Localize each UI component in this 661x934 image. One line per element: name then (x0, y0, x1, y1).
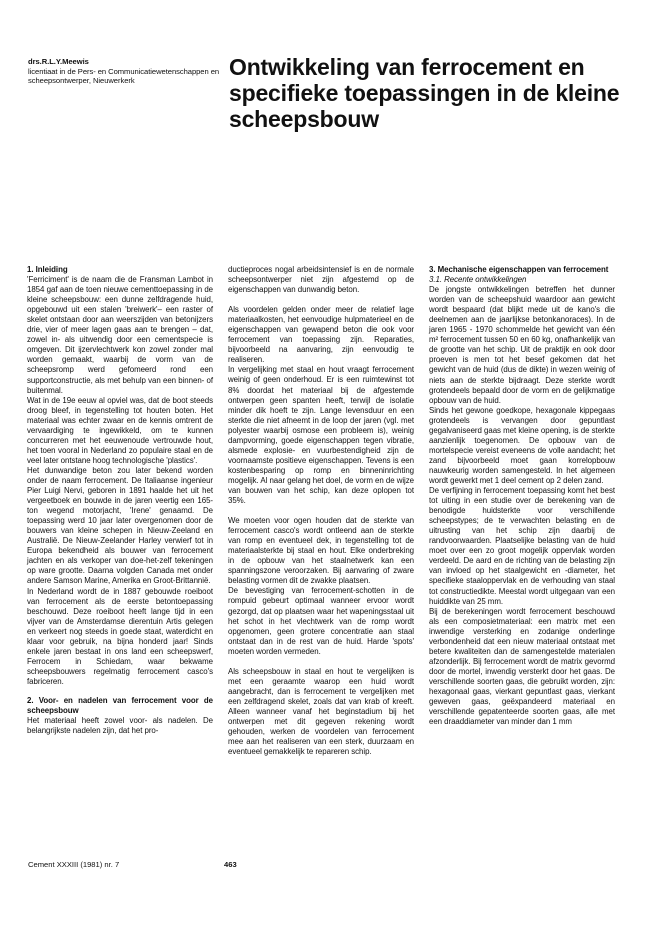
sub-heading-recente-ontwikkelingen: 3.1. Recente ontwikkelingen (429, 275, 527, 285)
paragraph: De jongste ontwikkelingen betreffen het dunner worden van de scheepshuid waardoor aan gewicht wordt bespaard (dat blijkt mede uit de kano's die deelnemen aan de jaarlijkse betonkanoraces). In de jaren 1965 - 1970 schommelde het gewicht van één m² ferrocement tussen 50 en 60 kg, onafhankelijk van de grootte van het schip. Uit de praktijk en ook door proeven is men tot het besef gekomen dat het gewicht van de huid (dus de dikte) in wezen weinig of niets aan de sterkte bijdraagt. Deze sterkte wordt grotendeels bepaald door de vorm en de gelijkmatige opbouw van de huid. (429, 285, 615, 405)
paragraph: De verfijning in ferrocement toepassing komt het best tot uiting in een studie over de berekening van de benodigde huidsterkte voor verschillende scheepstypes; de te verwachten belasting en de uitrusting van het schip zijn daarbij de randvoorwaarden. Plaatselijke belasting van de huid moet over een zo groot mogelijk oppervlak worden verdeeld. De aard en de richting van de belasting zijn van invloed op het staalgewicht en -diameter, het specifieke staaloppervlak en de verhouding van staal tot constructiedikte. Meestal wordt uitgegaan van een huiddikte van 25 mm. (429, 486, 615, 606)
section-heading-mechanische-eigenschappen: 3. Mechanische eigenschappen van ferrocement (429, 265, 609, 274)
paragraph: In Nederland wordt de in 1887 gebouwde roeiboot van ferrocement als de eerste betontoepassing beschouwd. Deze roeiboot heeft lange tijd in een vijver van de Amsterdamse dierentuin Artis gelegen en verkeert nog steeds in goede staat, waterdicht en klaar voor gebruik, na bijna honderd jaar! Sinds enkele jaren bestaat in ons land een scheepswerf, Ferrocem in Schiedam, waar bekwame scheepsbouwers regelmatig ferrocement casco's fabriceren. (27, 586, 213, 686)
page-number: 463 (224, 860, 237, 869)
paragraph: ductieproces nogal arbeidsintensief is en de normale scheepsontwerper niet zijn afgestemd op de eigenschappen van dunwandig beton. (228, 265, 414, 295)
paragraph: Als scheepsbouw in staal en hout te vergelijken is met een geraamte waarop een huid wordt aangebracht, dan is ferrocement te vergelijken met een zelfdragend skelet, zoals dat van krab of kreeft. Alleen wanneer vanaf het beginstadium bij het ontwerpen met dit gegeven rekening wordt gehouden, werken de voordelen van ferrocement mee aan het realiseren van een sterk, duurzaam en eventueel gemakkelijk te repareren schip. (228, 666, 414, 757)
paragraph: Het dunwandige beton zou later bekend worden onder de naam ferrocement. De Italiaanse ingenieur Pier Luigi Nervi, geboren in 1891 haalde het uit het vergeetboek en bouwde in de jaren veertig een 165-ton wegend motorjacht, 'Irene' genaamd. De toepassing werd 10 jaar later overgenomen door de bouwers van kleine schepen in Nieuw-Zeeland en Australië. De Nieuw-Zeelander Harley verwierf tot in Europa bekendheid als bouwer van ferrocement jachten en als verkoper van doe-het-zelf tekeningen op ware grootte. Daarna volgden Canada met onder andere Samson Marine, Amerika en Groot-Brittannië. (27, 465, 213, 586)
paragraph: Bij de berekeningen wordt ferrocement beschouwd als een composietmateriaal: een matrix met een inwendige versterking en zodanige onderlinge verbondenheid dat een nieuw materiaal ontstaat met betere kwaliteiten dan de samengestelde materialen afzonderlijk. Bij ferrocement wordt de matrix gevormd door de mortel, inwendig versterkt door het gaas. De verschillende soorten gaas, die gebruikt worden, zijn: hexagonaal gaas, vierkant gepuntlast gaas, vierkant geweven gaas, geëxpandeerd materiaal en verschillende gepatenteerde soorten gaas, alle met een draaddiameter van minder dan 1 mm (429, 606, 615, 727)
article-title: Ontwikkeling van ferrocement en specifieke toepassingen in de kleine scheepsbouw (229, 54, 620, 132)
paragraph: De bevestiging van ferrocement-schotten in de rompuid gebeurt optimaal wanneer ervoor wordt gezorgd, dat op plaatsen waar het wapeningsstaal uit het schot in het vlechtwerk van de romp wordt opgenomen, geen grotere concentratie aan staal ontstaat dan in de rest van de huid. Harde 'spots' moeten worden vermeden. (228, 586, 414, 656)
column-3 (429, 265, 615, 727)
paragraph: Sinds het gewone goedkope, hexagonale kippegaas grotendeels is vervangen door gepuntlast gegalvaniseerd gaas met kleine opening, is de sterkte aanzienlijk toegenomen. De opbouw van de mortelspecie vereist eveneens de volle aandacht; het zand bijvoorbeeld moet gaan korrelopbouw nauwkeurig worden samengesteld. In het algemeen wordt gewerkt met 1 deel cement op 2 delen zand. (429, 405, 615, 485)
paragraph: Wat in de 19e eeuw al opviel was, dat de boot steeds droog bleef, in tegenstelling tot houten boten. Het materiaal was echter zwaar en de kennis omtrent de vervaardiging te ingewikkeld, om te kunnen concurreren met het eeuwenoude vertrouwde hout, het toen vooral in Nederland zo populaire staal en de veel later ontstane hoog technologische 'plastics'. (27, 395, 213, 465)
paragraph: Het materiaal heeft zowel voor- als nadelen. De belangrijkste nadelen zijn, dat het pro- (27, 716, 213, 736)
paragraph: 'Ferriciment' is de naam die de Fransman Lambot in 1854 gaf aan de toen nieuwe cementtoepassing in de kleine scheepsbouw: een dunne zelfdragende huid, opgebouwd uit een stalen 'breiwerk'– een raster of skelet ontstaan door aan weerszijden van betonijzers drie, vier of meer lagen gaas aan te brengen – dat, zowel in- als uitwendig door een cementspecie is omgeven. Dit ijzervlechtwerk kon zowel zonder mal worden gemaakt, waarbij de vorm van de scheepsromp werd gefomeerd rond een supportconstructie, als met behulp van een binnen- of buitenmal. (27, 275, 213, 395)
author-block (28, 57, 223, 86)
column-2 (228, 265, 414, 757)
paragraph: Als voordelen gelden onder meer de relatief lage materiaalkosten, het eenvoudige hulpmaterieel en de eigenschappen van gewapend beton die ook voor ferrocement van toepassing zijn. Reparaties, bijvoorbeeld na aanvaring, zijn eenvoudig te realiseren. (228, 305, 414, 365)
author-name: drs.R.L.Y.Meewis (28, 57, 89, 66)
author-affiliation: licentiaat in de Pers- en Communicatiewetenschappen en scheepsontwerper, Nieuwerkerk (28, 66, 220, 86)
paragraph: We moeten voor ogen houden dat de sterkte van ferrocement casco's wordt ontleend aan de sterkte van romp en eventueel dek, in tegenstelling tot de materiaalsterkte bij staal en hout. Elke onderbreking in de opbouw van het staalnetwerk kan een spanningszone veroorzaken. Bij aanvaring of zware belasting vormen dit de zwakke plaatsen. (228, 516, 414, 586)
column-1 (27, 265, 213, 736)
journal-footer: Cement XXXIII (1981) nr. 7 (28, 860, 120, 869)
paragraph: In vergelijking met staal en hout vraagt ferrocement weinig of geen onderhoud. Er is een ruimtewinst tot 8% doordat het materiaal bij de afgestemde ontwerpen geen spanten heeft, terwijl de isolatie minder dik hoeft te zijn. Lange levensduur en een sterkte die niet afneemt in de loop der jaren (vgl. met polyester waarbij osmose een probleem is), weinig dampvorming, goede eigenschappen tegen vibratie, alsmede explosie- en vuurbestendigheid zijn de voornaamste positieve eigenschappen. Tevens is een kostenbesparing op romp en binneninrichting mogelijk. Al naar gelang het doel, de vorm en de wijze van bouwen van het schip, kan deze oplopen tot 35%. (228, 365, 414, 506)
section-heading-voor-nadelen: 2. Voor- en nadelen van ferrocement voor de scheepsbouw (27, 695, 213, 716)
section-heading-inleiding: 1. Inleiding (27, 265, 68, 274)
